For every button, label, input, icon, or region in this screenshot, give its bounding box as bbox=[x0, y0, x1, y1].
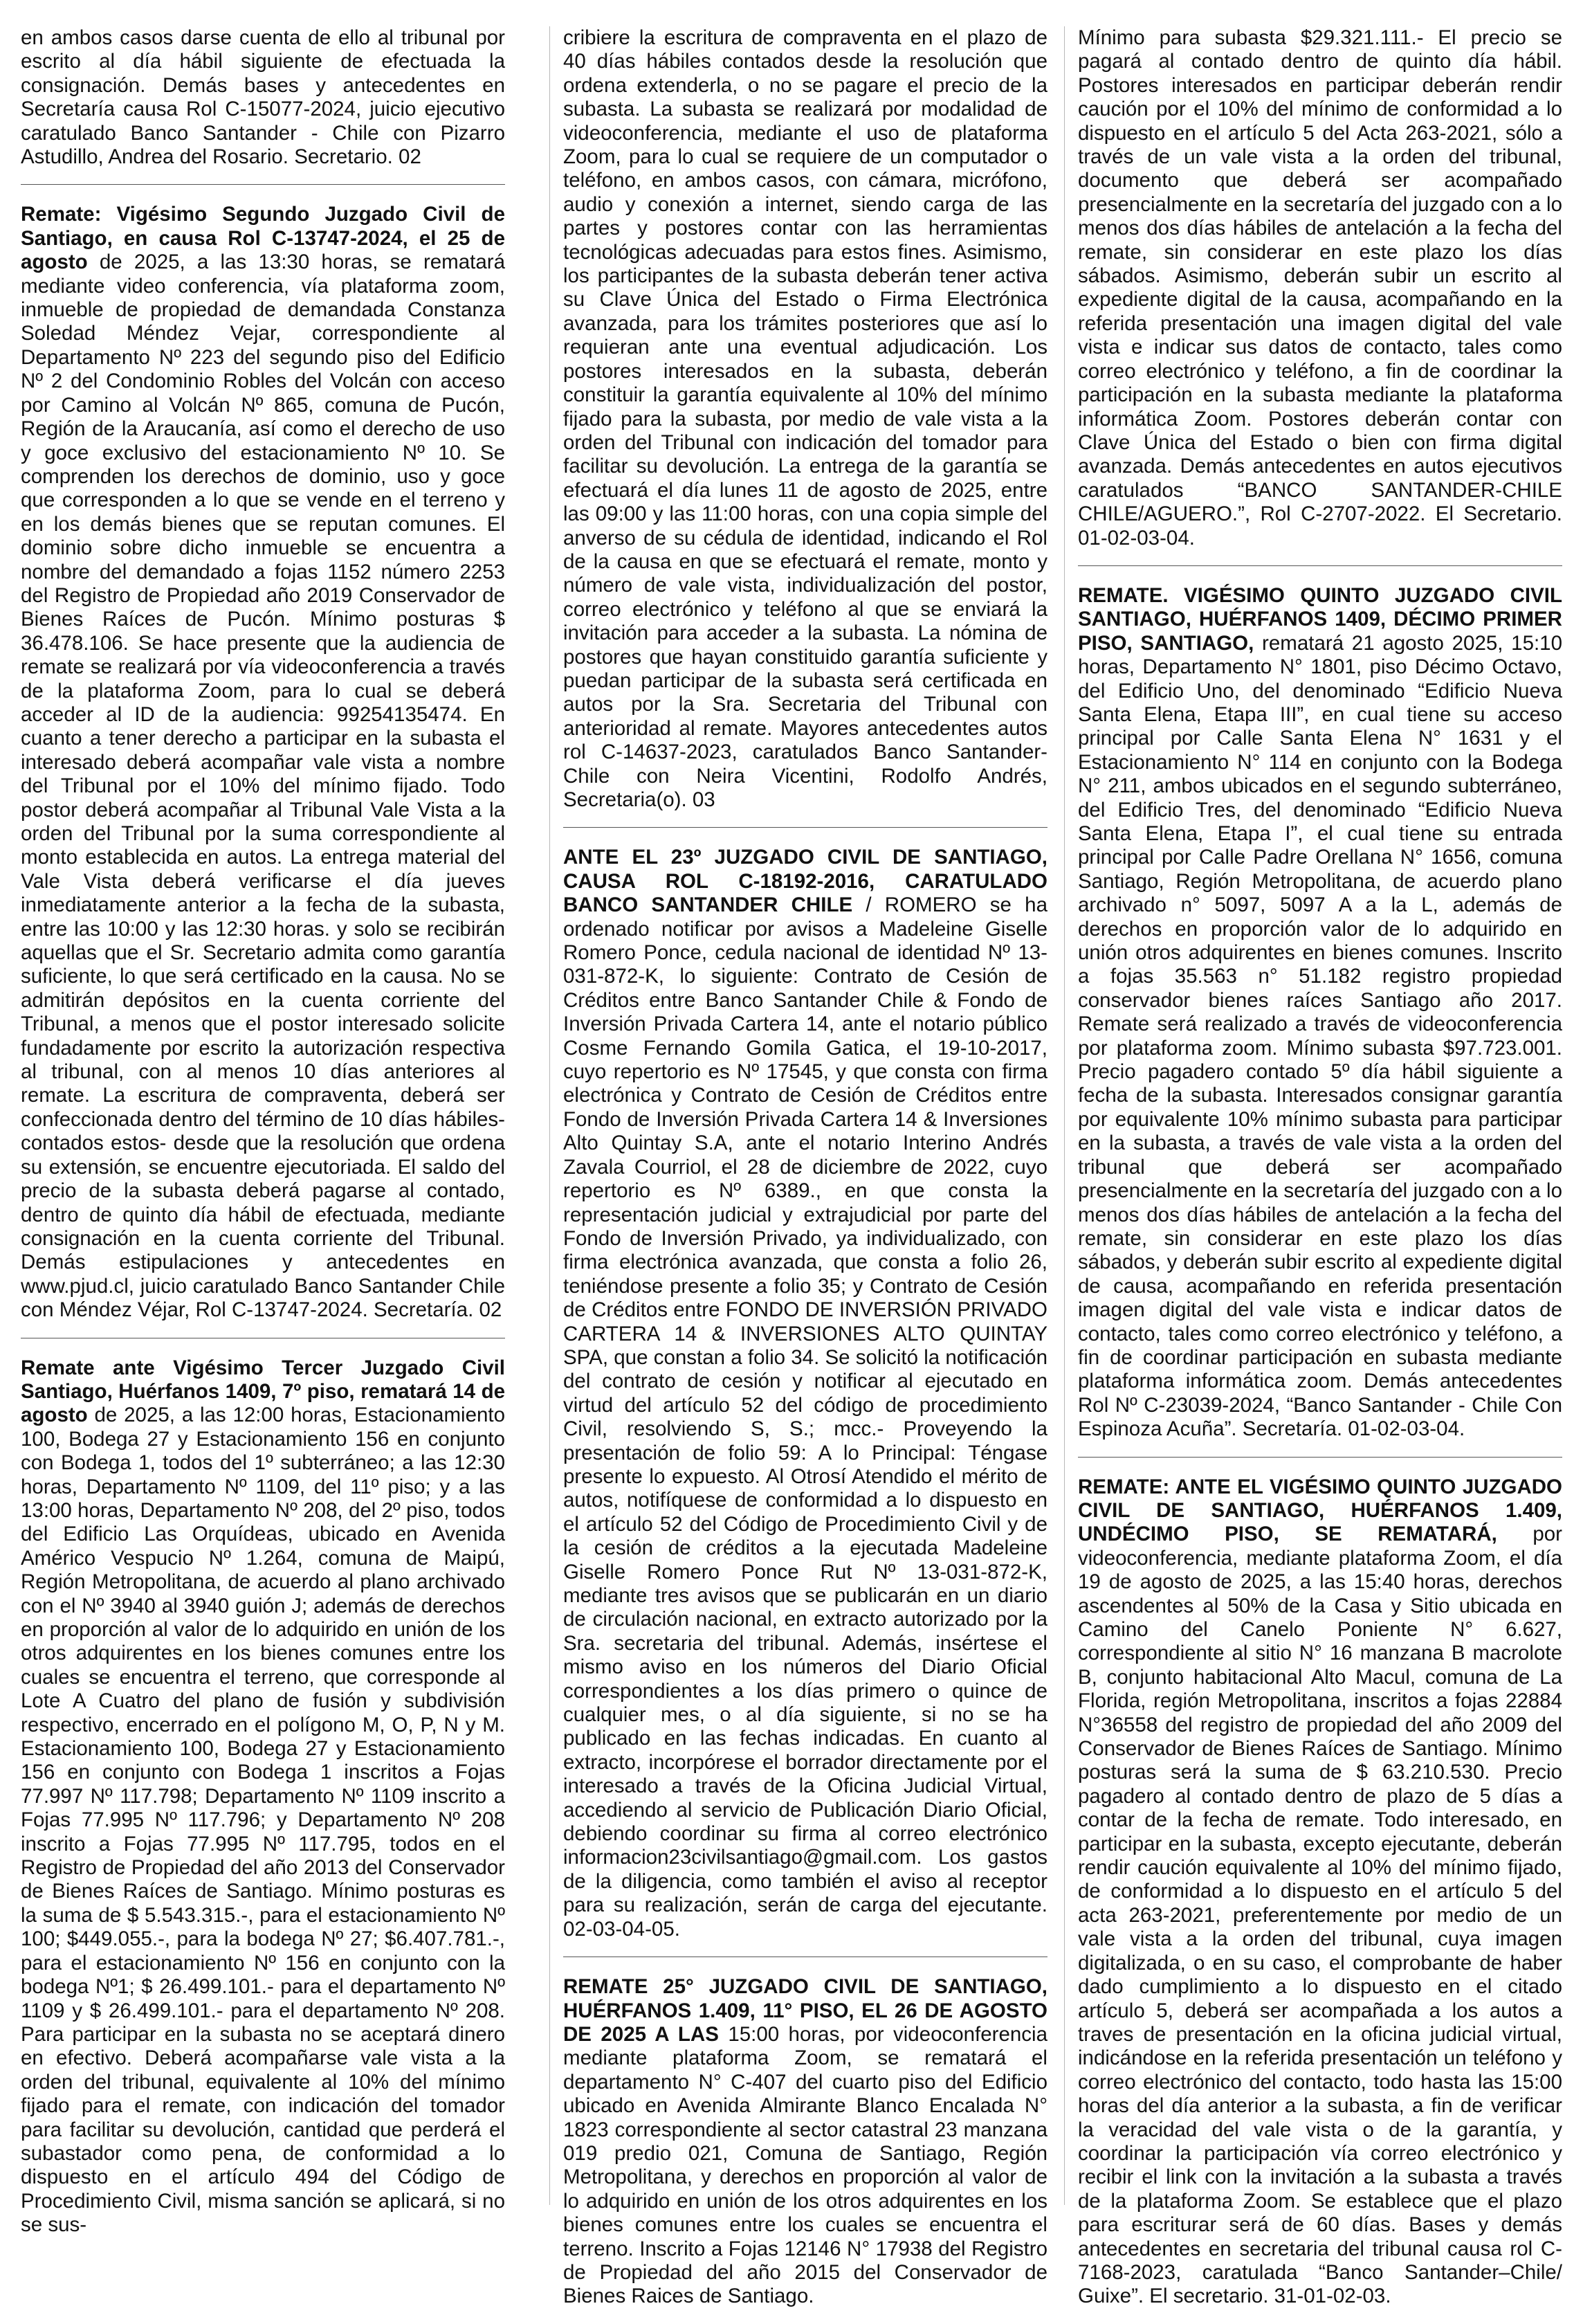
notice-remate-25-juzgado bbox=[563, 1975, 1047, 2324]
notice-continuation bbox=[563, 26, 1047, 827]
notice-body: de 2025, a las 13:30 horas, se rematará mediante video conferencia, vía plataforma zoom, inmueble de propiedad de demandada Constanza Soledad Méndez Vejar, correspondiente al Departamento Nº 223 del segundo piso del Edificio Nº 2 del Condominio Robles del Volcán con acceso por Camino al Volcán Nº 865, comuna de Pucón, Región de la Araucanía, así como el derecho de uso y goce exclusivo del estacionamiento Nº 10. Se comprenden los derechos de dominio, uso y goce que corresponden a lo que se vende en el terreno y en los demás bienes que se reputan comunes. El dominio sobre dicho inmueble se encuentra a nombre del demandado a fojas 1152 número 2253 del Registro de Propiedad año 2019 Conservador de Bienes Raíces de Pucón. Mínimo posturas $ 36.478.106. Se hace presente que la audiencia de remate se realizará por vía videoconferencia a través de la plataforma Zoom, para lo cual se deberá acceder al ID de la audiencia: 99254135474. En cuanto a tener derecho a participar en la subasta el interesado deberá acompañar vale vista a nombre del Tribunal por el 10% del mínimo fijado. Todo postor deberá acompañar al Tribunal Vale Vista a la orden del Tribunal por la suma correspondiente al monto establecida en autos. La entrega material del Vale Vista deberá verificarse el día jueves inmediatamente anterior a la fecha de la subasta, entre las 10:00 y las 12:30 horas. y solo se recibirán aquellas que el Sr. Secretario admita como garantía suficiente, lo que será certificado en la causa. No se admitirán depósitos en la cuenta corriente del Tribunal, a menos que el postor interesado solicite fundadamente por escrito la autorización respectiva al tribunal, con al menos 10 días anteriores al remate. La escritura de compraventa, deberá ser confeccionada dentro del término de 10 días hábiles-contados estos- desde que la resolución que ordena su extensión, se encuentre ejecutoriada. El saldo del precio de la subasta deberá pagarse al contado, dentro de quinto día hábil de efectuada, mediante consignación en la cuenta corriente del Tribunal. Demás estipulaciones y antecedentes en www.pjud.cl, juicio caratulado Banco Santander Chile con Méndez Véjar, Rol C-13747-2024. Secretaría. 02 bbox=[21, 251, 505, 1322]
notice-body: 15:00 horas, por videoconferencia mediante plataforma Zoom, se rematará el departamento N° C-407 del cuarto piso del Edificio ubicado en Avenida Almirante Blanco Encalada N° 1823 correspondiente al sector catastral 23 manzana 019 predio 021, Comuna de Santiago, Región Metropolitana, y derechos en proporción al valor de lo adquirido en unión de los otros adquirentes en los bienes comunes entre los cuales se encuentra el terreno. Inscrito a Fojas 12146 N° 17938 del Registro de Propiedad del año 2015 del Conservador de Bienes Raices de Santiago. bbox=[563, 2022, 1047, 2308]
notice-divider bbox=[563, 827, 1047, 828]
notice-divider bbox=[1078, 565, 1562, 566]
notice-body: en ambos casos darse cuenta de ello al tribunal por escrito al día hábil siguiente de efectuada la consignación. Demás bases y antecedentes en Secretaría causa Rol C-15077-2024, juicio ejecutivo caratulado Banco Santander - Chile con Pizarro Astudillo, Andrea del Rosario. Secretario. 02 bbox=[21, 26, 505, 169]
notice-text bbox=[563, 1975, 1047, 2309]
notice-remate-23-juzgado bbox=[21, 1356, 505, 2253]
notice-text bbox=[21, 26, 505, 169]
notice-body: por videoconferencia, mediante plataforma Zoom, el día 19 de agosto de 2025, a las 15:40 horas, derechos ascendentes al 50% de la Casa y Sitio ubicada en Camino del Canelo Poniente N° 6.627, correspondiente al sitio N° 16 manzana B macrolote B, conjunto habitacional Alto Macul, comuna de La Florida, región Metropolitana, inscritos a fojas 22884 N°36558 del registro de propiedad del año 2009 del Conservador de Bienes Raíces de Santiago. Mínimo posturas será la suma de $ 63.210.530. Precio pagadero al contado dentro de plazo de 5 días a contar de la fecha de remate. Todo interesado, en participar en la subasta, excepto ejecutante, deberán rendir caución equivalente al 10% del mínimo fijado, de conformidad a lo dispuesto en el artículo 5 del acta 263-2021, preferentemente por medio de un vale vista a la orden del tribunal, cuya imagen digitalizada, o en su caso, el comprobante de haber dado cumplimiento a lo dispuesto en el citado artículo 5, deberá ser acompañada a los autos a traves de presentación en la oficina judicial virtual, indicándose en la referida presentación un teléfono y correo electrónico del contacto, todo hasta las 15:00 horas del día anterior a la subasta, a fin de verificar la veracidad del vale vista o de la garantía, y coordinar la participación vía correo electrónico y recibir el link con la invitación a la subasta a través de la plataforma Zoom. Se establece que el plazo para escriturar será de 60 días. Bases y demás antecedentes en secretaria del tribunal causa rol C-7168-2023, caratulada “Banco Santander–Chile/ Guixe”. El secretario. 31-01-02-03. bbox=[1078, 1523, 1562, 2308]
notice-continuation bbox=[21, 26, 505, 184]
notice-body: de 2025, a las 12:00 horas, Estacionamiento 100, Bodega 27 y Estacionamiento 156 en conjunto con Bodega 1, todos del 1º subterráneo; a las 12:30 horas, Departamento Nº 1109, del 11º piso; y a las 13:00 horas, Departamento Nº 208, del 2º piso, todos del Edificio Las Orquídeas, ubicado en Avenida Américo Vespucio Nº 1.264, comuna de Maipú, Región Metropolitana, de acuerdo al plano archivado con el Nº 3940 al 3940 guión J; además de derechos en proporción al valor de lo adquirido en unión de los otros adquirentes en los bienes comunes entre los cuales se encuentra el terreno, que corresponde al Lote A Cuatro del plano de fusión y subdivisión respectivo, encerrado en el polígono M, O, P, N y M. Estacionamiento 100, Bodega 27 y Estacionamiento 156 en conjunto con Bodega 1 inscritos a Fojas 77.997 Nº 117.798; Departamento Nº 1109 inscrito a Fojas 77.995 Nº 117.796; y Departamento Nº 208 inscrito a Fojas 77.995 Nº 117.795, todos en el Registro de Propiedad del año 2013 del Conservador de Bienes Raíces de Santiago. Mínimo posturas es la suma de $ 5.543.315.-, para el estacionamiento Nº 100; $449.055.-, para la bodega Nº 27; $6.407.781.-, para el estacionamiento Nº 156 en conjunto con la bodega Nº1; $ 26.499.101.- para el departamento Nº 1109 y $ 26.499.101.- para el departamento Nº 208. Para participar en la subasta no se aceptará dinero en efectivo. Deberá acompañarse vale vista a la orden del tribunal, equivalente al 10% del mínimo fijado para el remate, con indicación del tomador para facilitar su devolución, cantidad que perderá el subastador como pena, de conformidad a lo dispuesto en el artículo 494 del Código de Procedimiento Civil, misma sanción se aplicará, si no se sus- bbox=[21, 1404, 505, 2237]
column-3 bbox=[1078, 26, 1562, 2308]
column-1 bbox=[21, 26, 505, 2237]
notice-divider bbox=[1078, 1457, 1562, 1458]
notice-body: / ROMERO se ha ordenado notificar por avisos a Madeleine Giselle Romero Ponce, cedula nacional de identidad Nº 13-031-872-K, lo siguiente: Contrato de Cesión de Créditos entre Banco Santander Chile & Fondo de Inversión Privada Cartera 14, ante el notario público Cosme Fernando Gomila Gatica, el 19-10-2017, cuyo repertorio es Nº 17545, y que consta con firma electrónica y Contrato de Cesión de Créditos entre Fondo de Inversión Privada Cartera 14 & Inversiones Alto Quintay S.A, ante el notario Interino Andrés Zavala Courriol, el 28 de diciembre de 2022, cuyo repertorio es Nº 6389., en que consta la representación judicial y extrajudicial por parte del Fondo de Inversión Privado, ya individualizado, con firma electrónica avanzada, que consta a folio 26, teniéndose presente a folio 35; y Contrato de Cesión de Créditos entre FONDO DE INVERSIÓN PRIVADO CARTERA 14 & INVERSIONES ALTO QUINTAY SPA, que constan a folio 34. Se solicitó la notificación del contrato de cesión y notificar al ejecutado en virtud del artículo 52 del código de procedimiento Civil, resolviendo S, S.; mcc.- Proveyendo la presentación de folio 59: A lo Principal: Téngase presente lo expuesto. Al Otrosí Atendido el mérito de autos, notifíquese de conformidad a lo dispuesto en el artículo 52 del Código de Procedimiento Civil y de la cesión de créditos a la ejecutada Madeleine Giselle Romero Ponce Rut Nº 13-031-872-K, mediante tres avisos que se publicarán en un diario de circulación nacional, en extracto autorizado por la Sra. secretaria del tribunal. Además, insértese el mismo aviso en los números del Diario Oficial correspondientes a los días primero o quince de cualquier mes, o al día siguiente, si no se ha publicado en las fechas indicadas. En cuanto al extracto, incorpórese el borrador directamente por el interesado a través de la Oficina Judicial Virtual, accediendo al servicio de Publicación Diario Oficial, debiendo coordinar su firma al correo electrónico informacion23civilsantiago@gmail.com. Los gastos de la diligencia, como también el aviso al receptor para su realización, serán de carga del ejecutante. 02-03-04-05. bbox=[563, 893, 1047, 1941]
notice-heading: Remate: Vigésimo Segundo Juzgado Civil de Santiago, en causa Rol C-13747-2024, el 25 de agosto bbox=[21, 203, 505, 274]
notice-divider bbox=[21, 184, 505, 185]
notice-text bbox=[21, 203, 505, 1322]
notice-text bbox=[1078, 1476, 1562, 2309]
column-2 bbox=[563, 26, 1047, 2308]
notice-cesion-creditos bbox=[563, 846, 1047, 1957]
notice-body: cribiere la escritura de compraventa en el plazo de 40 días hábiles contados desde la resolución que ordena extenderla, o no se pagare el precio de la subasta. La subasta se realizará por modalidad de videoconferencia, mediante el uso de plataforma Zoom, para lo cual se requiere de un computador o teléfono, en ambos casos, con cámara, micrófono, audio y conexión a internet, siendo carga de las partes y postores contar con las herramientas tecnológicas adecuadas para estos fines. Asimismo, los participantes de la subasta deberán tener activa su Clave Única del Estado o Firma Electrónica avanzada, para los trámites posteriores que así lo requieran ante una eventual adjudicación. Los postores interesados en la subasta, deberán constituir la garantía equivalente al 10% del mínimo fijado para la subasta, por medio de vale vista a la orden del Tribunal con indicación del tomador para facilitar su devolución. La entrega de la garantía se efectuará el día lunes 11 de agosto de 2025, entre las 09:00 y las 11:00 horas, con una copia simple del anverso de su cédula de identidad, indicando el Rol de la causa en que se efectuará el remate, monto y número de vale vista, individualización del postor, correo electrónico y teléfono al que se enviará la invitación para acceder a la subasta. La nómina de postores que hayan constituido garantía suficiente y puedan participar de la subasta será certificada en autos por la Sra. Secretaria del Tribunal con anterioridad al remate. Mayores antecedentes autos rol C-14637-2023, caratulados Banco Santander-Chile con Neira Vicentini, Rodolfo Andrés, Secretaria(o). 03 bbox=[563, 26, 1047, 811]
notice-remate-25-juzgado-decimo bbox=[1078, 584, 1562, 1457]
notice-body: Mínimo para subasta $29.321.111.- El precio se pagará al contado dentro de quinto día hábil. Postores interesados en participar deberán rendir caución por el 10% del mínimo de conformidad a lo dispuesto en el artículo 5 del Acta 263-2021, sólo a través de un vale vista a la orden del tribunal, documento que deberá ser acompañado presencialmente en la secretaría del juzgado con a lo menos dos días hábiles de antelación a la fecha del remate, sin considerar en este plazo los días sábados. Asimismo, deberán subir un escrito al expediente digital de la causa, acompañando en la referida presentación una imagen digital del vale vista e indicar sus datos de contacto, tales como correo electrónico y teléfono, a fin de coordinar la participación en la subasta mediante la plataforma informática Zoom. Postores deberán contar con Clave Única del Estado o bien con firma digital avanzada. Demás antecedentes en autos ejecutivos caratulados “BANCO SANTANDER-CHILE CHILE/AGUERO.”, Rol C-2707-2022. El Secretario. 01-02-03-04. bbox=[1078, 26, 1562, 550]
notice-heading: REMATE. VIGÉSIMO QUINTO JUZGADO CIVIL SANTIAGO, HUÉRFANOS 1409, DÉCIMO PRIMER PISO, SANTIAGO, bbox=[1078, 583, 1562, 655]
notice-heading: Remate ante Vigésimo Tercer Juzgado Civil Santiago, Huérfanos 1409, 7º piso, rematará 14 de agosto bbox=[21, 1356, 505, 1427]
column-separator bbox=[1064, 26, 1065, 2205]
column-separator bbox=[549, 26, 550, 2205]
notice-text bbox=[21, 1356, 505, 2237]
notice-continuation bbox=[1078, 26, 1562, 565]
notice-heading: REMATE: ANTE EL VIGÉSIMO QUINTO JUZGADO CIVIL DE SANTIAGO, HUÉRFANOS 1.409, UNDÉCIMO PISO, SE REMATARÁ, bbox=[1078, 1475, 1562, 1546]
notice-text bbox=[1078, 584, 1562, 1442]
notice-body: rematará 21 agosto 2025, 15:10 horas, Departamento N° 1801, piso Décimo Octavo, del Edificio Uno, del denominado “Edificio Nueva Santa Elena, Etapa III”, en cual tiene su acceso principal por Calle Santa Elena N° 1631 y el Estacionamiento N° 114 en conjunto con la Bodega N° 211, ambos ubicados en el segundo subterráneo, del Edificio Tres, del denominado “Edificio Nueva Santa Elena, Etapa I”, el cual tiene su entrada principal por Calle Padre Orellana N° 1656, comuna Santiago, Región Metropolitana, de acuerdo plano archivado n° 5097, 5097 A a la L, además de derechos en proporción valor de lo adquirido en unión otros adquirentes en bienes comunes. Inscrito a fojas 35.563 n° 51.182 registro propiedad conservador bienes raíces Santiago año 2017. Remate será realizado a través de videoconferencia por plataforma zoom. Mínimo subasta $97.723.001. Precio pagadero contado 5º día hábil siguiente a fecha de la subasta. Interesados consignar garantía por equivalente 10% mínimo subasta para participar en la subasta, a través de vale vista a la orden del tribunal que deberá ser acompañado presencialmente en la secretaría del juzgado con a lo menos dos días hábiles de antelación a la fecha del remate, sin considerar en este plazo los días sábados, y deberán subir escrito al expediente digital de causa, acompañando en referida presentación imagen digital del vale vista e indicar datos de contacto, tales como correo electrónico y teléfono, a fin de coordinar participación en subasta mediante plataforma informática zoom. Demás antecedentes Rol Nº C-23039-2024, “Banco Santander - Chile Con Espinoza Acuña”. Secretaría. 01-02-03-04. bbox=[1078, 631, 1562, 1441]
notice-remate-22-juzgado bbox=[21, 203, 505, 1337]
notice-text bbox=[1078, 26, 1562, 550]
notice-columns bbox=[21, 26, 1562, 2308]
notice-remate-25-juzgado-undecimo bbox=[1078, 1476, 1562, 2324]
notice-heading: ANTE EL 23º JUZGADO CIVIL DE SANTIAGO, CAUSA ROL C-18192-2016, CARATULADO BANCO SANTANDER CHILE bbox=[563, 846, 1047, 917]
notice-text bbox=[563, 846, 1047, 1941]
notice-heading: REMATE 25° JUZGADO CIVIL DE SANTIAGO, HUÉRFANOS 1.409, 11° PISO, EL 26 DE AGOSTO DE 2025 A LAS bbox=[563, 1975, 1047, 2046]
notice-text bbox=[563, 26, 1047, 812]
